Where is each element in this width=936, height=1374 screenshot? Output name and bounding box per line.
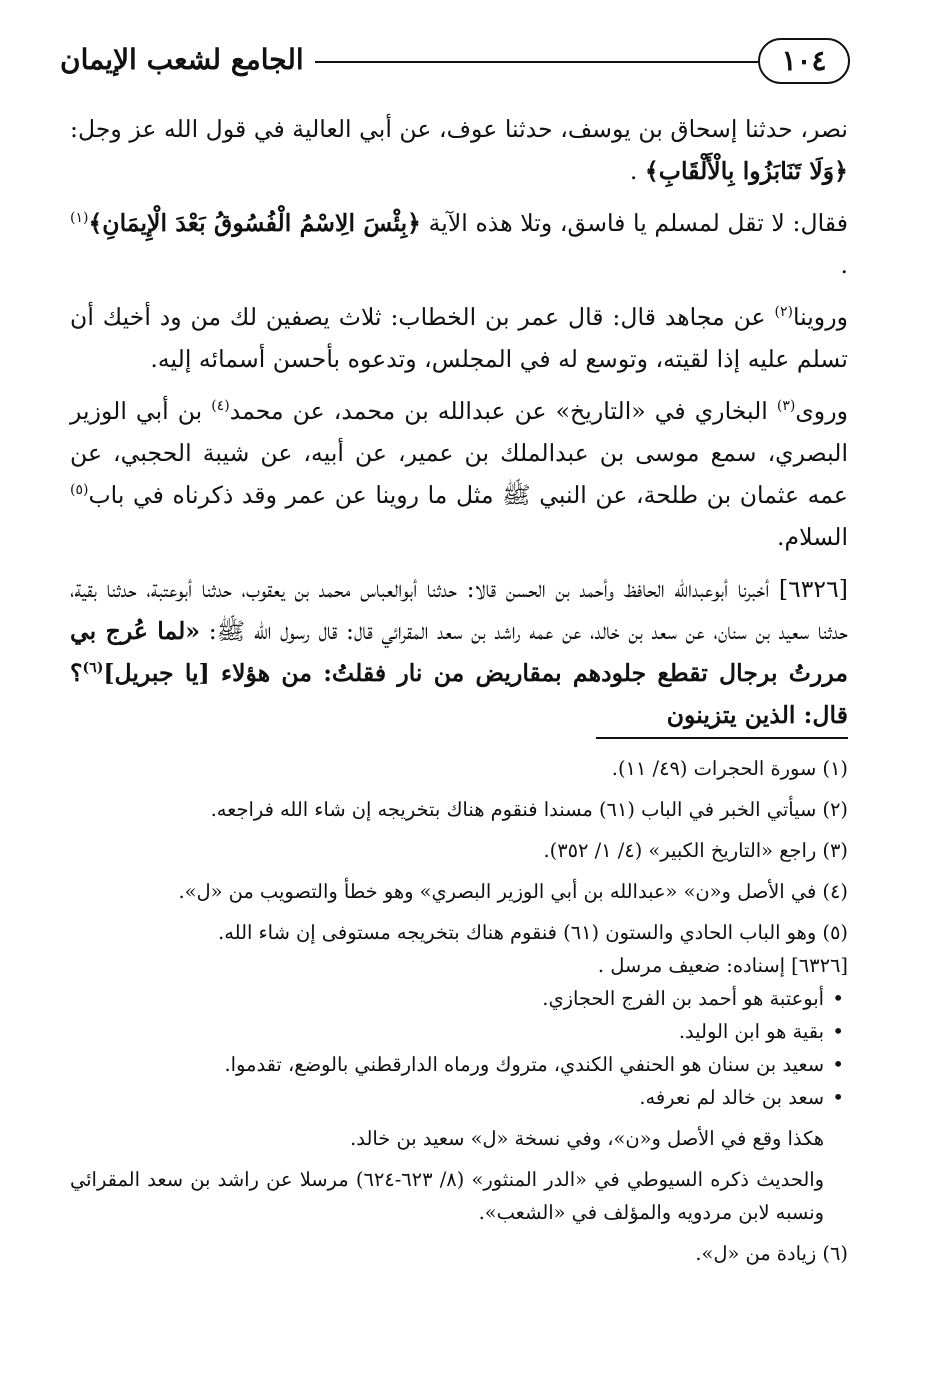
- footnote-4: (٤) في الأصل و«ن» «عبدالله بن أبي الوزير البصري» وهو خطأ والتصويب من «ل».: [178, 880, 848, 903]
- footnote-ref-3: (٣): [776, 398, 796, 415]
- footnote-separator: [596, 737, 848, 739]
- paragraph-1: [70, 108, 848, 192]
- list-item: • سعد بن خالد لم نعرفه.: [70, 1081, 824, 1114]
- isnad-note: [٦٣٢٦] إسناده: ضعيف مرسل .: [597, 954, 848, 977]
- paragraph-1-text: نصر، حدثنا إسحاق بن يوسف، حدثنا عوف، عن أبي العالية في قول الله عز وجل:: [70, 115, 848, 143]
- footnote-ref-5: (٥): [70, 482, 89, 499]
- footnote-3: (٣) راجع «التاريخ الكبير» (٤/ ١/ ٣٥٢).: [543, 839, 848, 862]
- paragraph-5-a: [٦٣٢٦] أخبرنا أبوعبدالله الحافظ وأحمد بن الحسن قالا: حدثنا أبوالعباس محمد بن يعقوب، حدثنا أبوعتبة، حدثنا بقية، حدثنا سعيد بن سنان، عن سعد بن خالد، عن عمه راشد بن سعد المقرائي قال: قال رسول الله ﷺ:: [70, 575, 849, 645]
- paragraph-5-c: ؟ قال: الذين يتزينون: [70, 659, 848, 729]
- footnote-6: (٦) زيادة من «ل».: [695, 1242, 848, 1265]
- running-title: الجامع لشعب الإيمان: [60, 43, 304, 76]
- paragraph-4-d: السلام.: [777, 523, 848, 551]
- header-rule: [315, 61, 758, 63]
- footnote-ref-1: (١): [70, 210, 89, 227]
- paragraph-4-a: وروى: [795, 397, 848, 425]
- paragraph-2-end: .: [840, 251, 848, 279]
- paragraph-2: [70, 202, 848, 286]
- paragraph-2-text: فقال: لا تقل لمسلم يا فاسق، وتلا هذه الآية: [420, 209, 848, 237]
- footnote-ref-4: (٤): [211, 398, 230, 415]
- quran-verse-1: ﴿وَلَا تَنَابَزُوا بِالْأَلْقَابِ﴾: [644, 157, 848, 185]
- page-header: [60, 30, 850, 94]
- footnotes: [70, 752, 848, 1270]
- footnote-1: (١) سورة الحجرات (٤٩/ ١١).: [611, 757, 848, 780]
- list-item: • سعيد بن سنان هو الحنفي الكندي، متروك ورماه الدارقطني بالوضع، تقدموا.: [70, 1048, 824, 1081]
- paragraph-4: [70, 390, 848, 558]
- paragraph-1-end: .: [629, 157, 645, 185]
- paragraph-4-c: بن أبي الوزير البصري، سمع موسى بن عبدالملك بن عمير، عن أبيه، عن شيبة الحجبي، عن عمه عثمان بن طلحة، عن النبي ﷺ مثل ما روينا عن عمر وقد ذكرناه في باب: [70, 397, 848, 509]
- paragraph-3: [70, 296, 848, 380]
- paragraph-3-b: عن مجاهد قال: قال عمر بن الخطاب: ثلاث يصفين لك من ود أخيك أن تسلم عليه إذا لقيته، وتوسع له في المجلس، وتدعوه بأحسن أسمائه إليه.: [70, 303, 848, 373]
- hadith-source-note: والحديث ذكره السيوطي في «الدر المنثور» (٨/ ٦٢٣-٦٢٤) مرسلا عن راشد بن سعد المقرائي ونسبه لابن مردويه والمؤلف في «الشعب».: [70, 1168, 824, 1224]
- footnote-ref-6: (٦): [82, 660, 104, 677]
- main-text: [70, 108, 848, 736]
- narrator-list: [70, 982, 848, 1114]
- paragraph-5: [70, 568, 848, 736]
- footnote-ref-2: (٢): [774, 304, 793, 321]
- footnote-2: (٢) سيأتي الخبر في الباب (٦١) مسندا فنقوم هناك بتخريجه إن شاء الله فراجعه.: [210, 798, 848, 821]
- page-number: ١٠٤: [758, 38, 850, 84]
- paragraph-3-a: وروينا: [792, 303, 848, 331]
- paragraph-4-b: البخاري في «التاريخ» عن عبدالله بن محمد، عن محمد: [229, 397, 777, 425]
- manuscript-remark: هكذا وقع في الأصل و«ن»، وفي نسخة «ل» سعيد بن خالد.: [350, 1127, 824, 1150]
- hadith-text: «لما عُرج بي مررتُ برجال تقطع جلودهم بمقاريض من نار فقلتُ: من هؤلاء [يا جبريل]: [70, 617, 848, 687]
- list-item: • أبوعتبة هو أحمد بن الفرج الحجازي.: [70, 982, 824, 1015]
- list-item: • بقية هو ابن الوليد.: [70, 1015, 824, 1048]
- quran-verse-2: ﴿بِئْسَ الِاسْمُ الْفُسُوقُ بَعْدَ الْإِيمَانِ﴾: [88, 209, 421, 237]
- footnote-5: (٥) وهو الباب الحادي والستون (٦١) فنقوم هناك بتخريجه مستوفى إن شاء الله.: [218, 921, 848, 944]
